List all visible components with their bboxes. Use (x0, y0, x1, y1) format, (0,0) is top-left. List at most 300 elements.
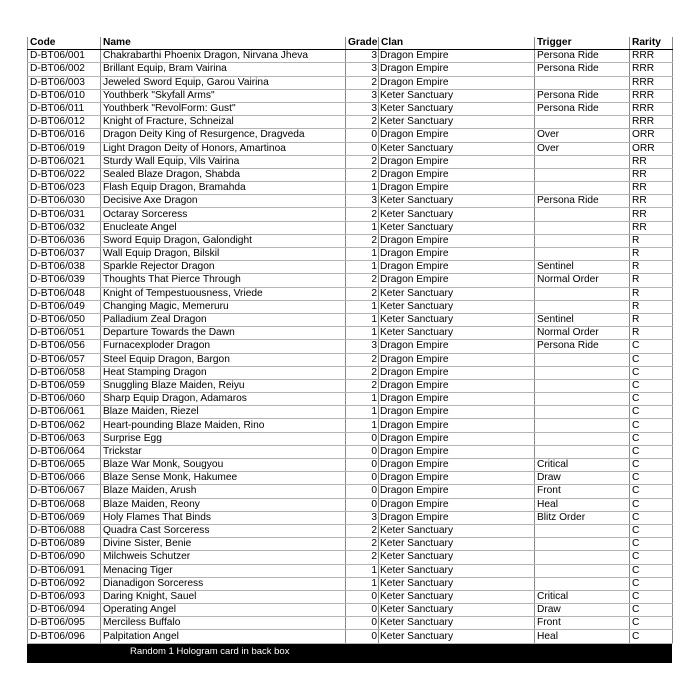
cell-trigger: Front (535, 485, 630, 498)
cell-grade: 2 (346, 551, 379, 564)
cell-clan: Dragon Empire (379, 445, 535, 458)
cell-code: D-BT06/088 (28, 524, 101, 537)
cell-rarity: R (630, 274, 673, 287)
cell-grade: 3 (346, 89, 379, 102)
cell-trigger: Sentinel (535, 313, 630, 326)
cell-trigger: Persona Ride (535, 195, 630, 208)
cell-code: D-BT06/021 (28, 155, 101, 168)
cell-rarity: C (630, 511, 673, 524)
cell-clan: Keter Sanctuary (379, 630, 535, 643)
cell-name: Changing Magic, Memeruru (101, 300, 346, 313)
cell-grade: 1 (346, 393, 379, 406)
cell-name: Dragon Deity King of Resurgence, Dragveda (101, 129, 346, 142)
cell-name: Blaze War Monk, Sougyou (101, 459, 346, 472)
cell-clan: Dragon Empire (379, 498, 535, 511)
cell-trigger (535, 353, 630, 366)
table-row (28, 234, 673, 247)
cell-grade: 1 (346, 406, 379, 419)
cell-trigger: Persona Ride (535, 63, 630, 76)
cell-rarity: C (630, 617, 673, 630)
cell-code: D-BT06/003 (28, 76, 101, 89)
cell-name: Blaze Maiden, Reony (101, 498, 346, 511)
cell-clan: Keter Sanctuary (379, 208, 535, 221)
cell-rarity: C (630, 630, 673, 643)
cell-name: Sword Equip Dragon, Galondight (101, 234, 346, 247)
table-row (28, 155, 673, 168)
cell-code: D-BT06/060 (28, 393, 101, 406)
cell-code: D-BT06/091 (28, 564, 101, 577)
card-list-sheet (27, 37, 672, 644)
cell-code: D-BT06/049 (28, 300, 101, 313)
column-header-grade: Grade (346, 37, 379, 50)
column-header-trigger: Trigger (535, 37, 630, 50)
table-row (28, 261, 673, 274)
cell-trigger (535, 393, 630, 406)
table-row (28, 538, 673, 551)
cell-name: Holy Flames That Binds (101, 511, 346, 524)
table-row (28, 274, 673, 287)
table-row (28, 327, 673, 340)
cell-code: D-BT06/031 (28, 208, 101, 221)
cell-name: Sparkle Rejector Dragon (101, 261, 346, 274)
cell-trigger: Draw (535, 604, 630, 617)
cell-trigger (535, 577, 630, 590)
cell-clan: Dragon Empire (379, 406, 535, 419)
column-header-clan: Clan (379, 37, 535, 50)
table-row (28, 102, 673, 115)
cell-grade: 2 (346, 379, 379, 392)
cell-name: Octaray Sorceress (101, 208, 346, 221)
cell-name: Sealed Blaze Dragon, Shabda (101, 168, 346, 181)
cell-clan: Dragon Empire (379, 511, 535, 524)
table-row (28, 393, 673, 406)
cell-code: D-BT06/095 (28, 617, 101, 630)
cell-clan: Dragon Empire (379, 366, 535, 379)
cell-name: Thoughts That Pierce Through (101, 274, 346, 287)
cell-rarity: R (630, 300, 673, 313)
cell-name: Brillant Equip, Bram Vairina (101, 63, 346, 76)
cell-name: Light Dragon Deity of Honors, Amartinoa (101, 142, 346, 155)
cell-grade: 0 (346, 590, 379, 603)
table-row (28, 524, 673, 537)
cell-rarity: C (630, 564, 673, 577)
cell-trigger (535, 234, 630, 247)
cell-code: D-BT06/001 (28, 50, 101, 63)
cell-name: Palladium Zeal Dragon (101, 313, 346, 326)
cell-name: Enucleate Angel (101, 221, 346, 234)
cell-grade: 1 (346, 313, 379, 326)
cell-rarity: R (630, 261, 673, 274)
table-row (28, 195, 673, 208)
cell-name: Knight of Tempestuousness, Vriede (101, 287, 346, 300)
table-row (28, 142, 673, 155)
cell-name: Wall Equip Dragon, Bilskil (101, 248, 346, 261)
cell-trigger: Over (535, 142, 630, 155)
cell-clan: Dragon Empire (379, 419, 535, 432)
table-row (28, 485, 673, 498)
cell-code: D-BT06/093 (28, 590, 101, 603)
cell-rarity: RRR (630, 63, 673, 76)
cell-code: D-BT06/039 (28, 274, 101, 287)
cell-rarity: R (630, 248, 673, 261)
cell-trigger: Normal Order (535, 327, 630, 340)
cell-rarity: RRR (630, 116, 673, 129)
cell-trigger (535, 76, 630, 89)
cell-grade: 0 (346, 604, 379, 617)
cell-rarity: C (630, 524, 673, 537)
table-row (28, 63, 673, 76)
cell-clan: Dragon Empire (379, 379, 535, 392)
cell-name: Jeweled Sword Equip, Garou Vairina (101, 76, 346, 89)
cell-rarity: R (630, 313, 673, 326)
cell-grade: 1 (346, 577, 379, 590)
cell-rarity: C (630, 432, 673, 445)
table-row (28, 89, 673, 102)
cell-grade: 0 (346, 498, 379, 511)
cell-clan: Keter Sanctuary (379, 102, 535, 115)
cell-trigger (535, 406, 630, 419)
cell-grade: 2 (346, 274, 379, 287)
table-row (28, 287, 673, 300)
cell-trigger: Normal Order (535, 274, 630, 287)
cell-rarity: ORR (630, 142, 673, 155)
cell-name: Menacing Tiger (101, 564, 346, 577)
cell-grade: 1 (346, 419, 379, 432)
cell-clan: Dragon Empire (379, 261, 535, 274)
cell-code: D-BT06/094 (28, 604, 101, 617)
cell-code: D-BT06/058 (28, 366, 101, 379)
table-row (28, 406, 673, 419)
cell-trigger: Critical (535, 590, 630, 603)
cell-rarity: RR (630, 195, 673, 208)
cell-clan: Dragon Empire (379, 353, 535, 366)
table-row (28, 432, 673, 445)
cell-trigger (535, 524, 630, 537)
cell-code: D-BT06/030 (28, 195, 101, 208)
cell-name: Blaze Maiden, Arush (101, 485, 346, 498)
cell-clan: Dragon Empire (379, 393, 535, 406)
cell-rarity: RRR (630, 76, 673, 89)
cell-grade: 0 (346, 472, 379, 485)
card-list-table (27, 37, 673, 644)
cell-clan: Dragon Empire (379, 50, 535, 63)
cell-clan: Keter Sanctuary (379, 524, 535, 537)
cell-grade: 2 (346, 287, 379, 300)
cell-code: D-BT06/011 (28, 102, 101, 115)
cell-name: Operating Angel (101, 604, 346, 617)
table-row (28, 459, 673, 472)
cell-clan: Dragon Empire (379, 485, 535, 498)
column-header-rarity: Rarity (630, 37, 673, 50)
cell-grade: 0 (346, 142, 379, 155)
cell-clan: Keter Sanctuary (379, 564, 535, 577)
cell-trigger: Persona Ride (535, 50, 630, 63)
cell-code: D-BT06/065 (28, 459, 101, 472)
cell-rarity: C (630, 590, 673, 603)
cell-code: D-BT06/019 (28, 142, 101, 155)
cell-rarity: RRR (630, 50, 673, 63)
cell-name: Blaze Maiden, Riezel (101, 406, 346, 419)
cell-rarity: R (630, 234, 673, 247)
cell-grade: 0 (346, 485, 379, 498)
cell-trigger: Front (535, 617, 630, 630)
cell-name: Milchweis Schutzer (101, 551, 346, 564)
cell-name: Youthberk "Skyfall Arms" (101, 89, 346, 102)
cell-grade: 0 (346, 459, 379, 472)
cell-trigger (535, 182, 630, 195)
cell-grade: 2 (346, 155, 379, 168)
cell-grade: 1 (346, 248, 379, 261)
cell-trigger (535, 445, 630, 458)
cell-code: D-BT06/016 (28, 129, 101, 142)
cell-code: D-BT06/063 (28, 432, 101, 445)
cell-grade: 0 (346, 617, 379, 630)
cell-grade: 1 (346, 221, 379, 234)
cell-rarity: C (630, 393, 673, 406)
cell-grade: 0 (346, 445, 379, 458)
cell-name: Youthberk "RevolForm: Gust" (101, 102, 346, 115)
cell-rarity: C (630, 577, 673, 590)
cell-code: D-BT06/038 (28, 261, 101, 274)
cell-grade: 1 (346, 564, 379, 577)
table-row (28, 511, 673, 524)
cell-name: Sharp Equip Dragon, Adamaros (101, 393, 346, 406)
cell-clan: Keter Sanctuary (379, 313, 535, 326)
cell-rarity: RR (630, 208, 673, 221)
cell-code: D-BT06/064 (28, 445, 101, 458)
cell-trigger (535, 155, 630, 168)
cell-name: Flash Equip Dragon, Bramahda (101, 182, 346, 195)
cell-trigger: Draw (535, 472, 630, 485)
cell-trigger (535, 168, 630, 181)
table-row (28, 564, 673, 577)
table-row (28, 116, 673, 129)
cell-rarity: C (630, 445, 673, 458)
cell-trigger (535, 538, 630, 551)
cell-name: Snuggling Blaze Maiden, Reiyu (101, 379, 346, 392)
cell-trigger (535, 287, 630, 300)
cell-code: D-BT06/061 (28, 406, 101, 419)
cell-trigger: Heal (535, 630, 630, 643)
table-row (28, 419, 673, 432)
cell-trigger (535, 432, 630, 445)
cell-name: Decisive Axe Dragon (101, 195, 346, 208)
cell-clan: Keter Sanctuary (379, 142, 535, 155)
cell-clan: Keter Sanctuary (379, 287, 535, 300)
cell-clan: Keter Sanctuary (379, 116, 535, 129)
cell-clan: Dragon Empire (379, 76, 535, 89)
cell-clan: Keter Sanctuary (379, 300, 535, 313)
cell-trigger (535, 208, 630, 221)
cell-rarity: RR (630, 182, 673, 195)
cell-grade: 3 (346, 50, 379, 63)
cell-trigger (535, 379, 630, 392)
cell-trigger (535, 419, 630, 432)
cell-trigger: Over (535, 129, 630, 142)
cell-grade: 1 (346, 327, 379, 340)
cell-clan: Keter Sanctuary (379, 221, 535, 234)
cell-rarity: R (630, 287, 673, 300)
table-row (28, 76, 673, 89)
cell-code: D-BT06/062 (28, 419, 101, 432)
cell-code: D-BT06/059 (28, 379, 101, 392)
cell-grade: 0 (346, 432, 379, 445)
table-row (28, 340, 673, 353)
cell-grade: 3 (346, 102, 379, 115)
footer-note: Random 1 Hologram card in back box (130, 646, 290, 657)
cell-grade: 3 (346, 63, 379, 76)
cell-rarity: C (630, 406, 673, 419)
cell-grade: 2 (346, 168, 379, 181)
table-row (28, 630, 673, 643)
cell-rarity: C (630, 604, 673, 617)
cell-trigger (535, 300, 630, 313)
cell-name: Furnacexploder Dragon (101, 340, 346, 353)
cell-rarity: RR (630, 168, 673, 181)
cell-name: Steel Equip Dragon, Bargon (101, 353, 346, 366)
cell-grade: 1 (346, 261, 379, 274)
table-row (28, 129, 673, 142)
cell-clan: Dragon Empire (379, 432, 535, 445)
cell-rarity: C (630, 379, 673, 392)
cell-code: D-BT06/068 (28, 498, 101, 511)
table-row (28, 445, 673, 458)
cell-rarity: C (630, 551, 673, 564)
cell-name: Merciless Buffalo (101, 617, 346, 630)
table-row (28, 182, 673, 195)
cell-name: Divine Sister, Benie (101, 538, 346, 551)
cell-clan: Keter Sanctuary (379, 577, 535, 590)
cell-clan: Dragon Empire (379, 155, 535, 168)
cell-clan: Keter Sanctuary (379, 551, 535, 564)
cell-grade: 0 (346, 630, 379, 643)
cell-code: D-BT06/012 (28, 116, 101, 129)
table-row (28, 604, 673, 617)
cell-rarity: C (630, 459, 673, 472)
table-row (28, 551, 673, 564)
cell-code: D-BT06/066 (28, 472, 101, 485)
cell-grade: 2 (346, 353, 379, 366)
card-rows (28, 50, 673, 643)
cell-rarity: C (630, 498, 673, 511)
cell-code: D-BT06/092 (28, 577, 101, 590)
cell-name: Daring Knight, Sauel (101, 590, 346, 603)
cell-rarity: ORR (630, 129, 673, 142)
cell-clan: Dragon Empire (379, 248, 535, 261)
cell-trigger (535, 366, 630, 379)
cell-rarity: RRR (630, 89, 673, 102)
cell-clan: Keter Sanctuary (379, 538, 535, 551)
cell-name: Trickstar (101, 445, 346, 458)
cell-rarity: C (630, 472, 673, 485)
cell-clan: Keter Sanctuary (379, 604, 535, 617)
cell-code: D-BT06/023 (28, 182, 101, 195)
cell-clan: Dragon Empire (379, 234, 535, 247)
table-row (28, 353, 673, 366)
table-row (28, 221, 673, 234)
cell-code: D-BT06/036 (28, 234, 101, 247)
table-row (28, 50, 673, 63)
cell-trigger: Sentinel (535, 261, 630, 274)
cell-rarity: C (630, 419, 673, 432)
cell-rarity: C (630, 353, 673, 366)
cell-name: Blaze Sense Monk, Hakumee (101, 472, 346, 485)
cell-trigger: Persona Ride (535, 102, 630, 115)
cell-clan: Dragon Empire (379, 459, 535, 472)
cell-rarity: RRR (630, 102, 673, 115)
cell-rarity: C (630, 366, 673, 379)
table-row (28, 168, 673, 181)
cell-code: D-BT06/002 (28, 63, 101, 76)
cell-name: Departure Towards the Dawn (101, 327, 346, 340)
cell-trigger: Heal (535, 498, 630, 511)
cell-code: D-BT06/022 (28, 168, 101, 181)
cell-code: D-BT06/056 (28, 340, 101, 353)
table-row (28, 208, 673, 221)
cell-trigger: Blitz Order (535, 511, 630, 524)
cell-trigger: Critical (535, 459, 630, 472)
cell-name: Surprise Egg (101, 432, 346, 445)
cell-code: D-BT06/089 (28, 538, 101, 551)
cell-name: Palpitation Angel (101, 630, 346, 643)
cell-clan: Dragon Empire (379, 472, 535, 485)
cell-code: D-BT06/067 (28, 485, 101, 498)
cell-clan: Keter Sanctuary (379, 617, 535, 630)
cell-trigger (535, 551, 630, 564)
cell-rarity: C (630, 340, 673, 353)
cell-clan: Dragon Empire (379, 129, 535, 142)
cell-clan: Dragon Empire (379, 168, 535, 181)
table-row (28, 379, 673, 392)
table-row (28, 472, 673, 485)
cell-clan: Keter Sanctuary (379, 195, 535, 208)
cell-grade: 3 (346, 511, 379, 524)
cell-code: D-BT06/090 (28, 551, 101, 564)
table-row (28, 313, 673, 326)
cell-grade: 2 (346, 234, 379, 247)
cell-grade: 2 (346, 116, 379, 129)
cell-name: Sturdy Wall Equip, Vils Vairina (101, 155, 346, 168)
cell-grade: 0 (346, 129, 379, 142)
cell-grade: 2 (346, 208, 379, 221)
cell-grade: 2 (346, 366, 379, 379)
header-row (28, 37, 673, 50)
cell-rarity: R (630, 327, 673, 340)
cell-grade: 1 (346, 300, 379, 313)
cell-rarity: RR (630, 155, 673, 168)
cell-clan: Keter Sanctuary (379, 89, 535, 102)
cell-name: Quadra Cast Sorceress (101, 524, 346, 537)
cell-rarity: C (630, 485, 673, 498)
cell-grade: 3 (346, 195, 379, 208)
table-row (28, 617, 673, 630)
cell-code: D-BT06/069 (28, 511, 101, 524)
cell-trigger: Persona Ride (535, 89, 630, 102)
cell-grade: 2 (346, 538, 379, 551)
cell-name: Heart-pounding Blaze Maiden, Rino (101, 419, 346, 432)
cell-name: Chakrabarthi Phoenix Dragon, Nirvana Jheva (101, 50, 346, 63)
table-row (28, 300, 673, 313)
table-row (28, 590, 673, 603)
cell-clan: Dragon Empire (379, 63, 535, 76)
cell-code: D-BT06/096 (28, 630, 101, 643)
cell-clan: Dragon Empire (379, 340, 535, 353)
cell-name: Heat Stamping Dragon (101, 366, 346, 379)
cell-trigger (535, 221, 630, 234)
cell-trigger (535, 248, 630, 261)
cell-code: D-BT06/048 (28, 287, 101, 300)
cell-code: D-BT06/032 (28, 221, 101, 234)
